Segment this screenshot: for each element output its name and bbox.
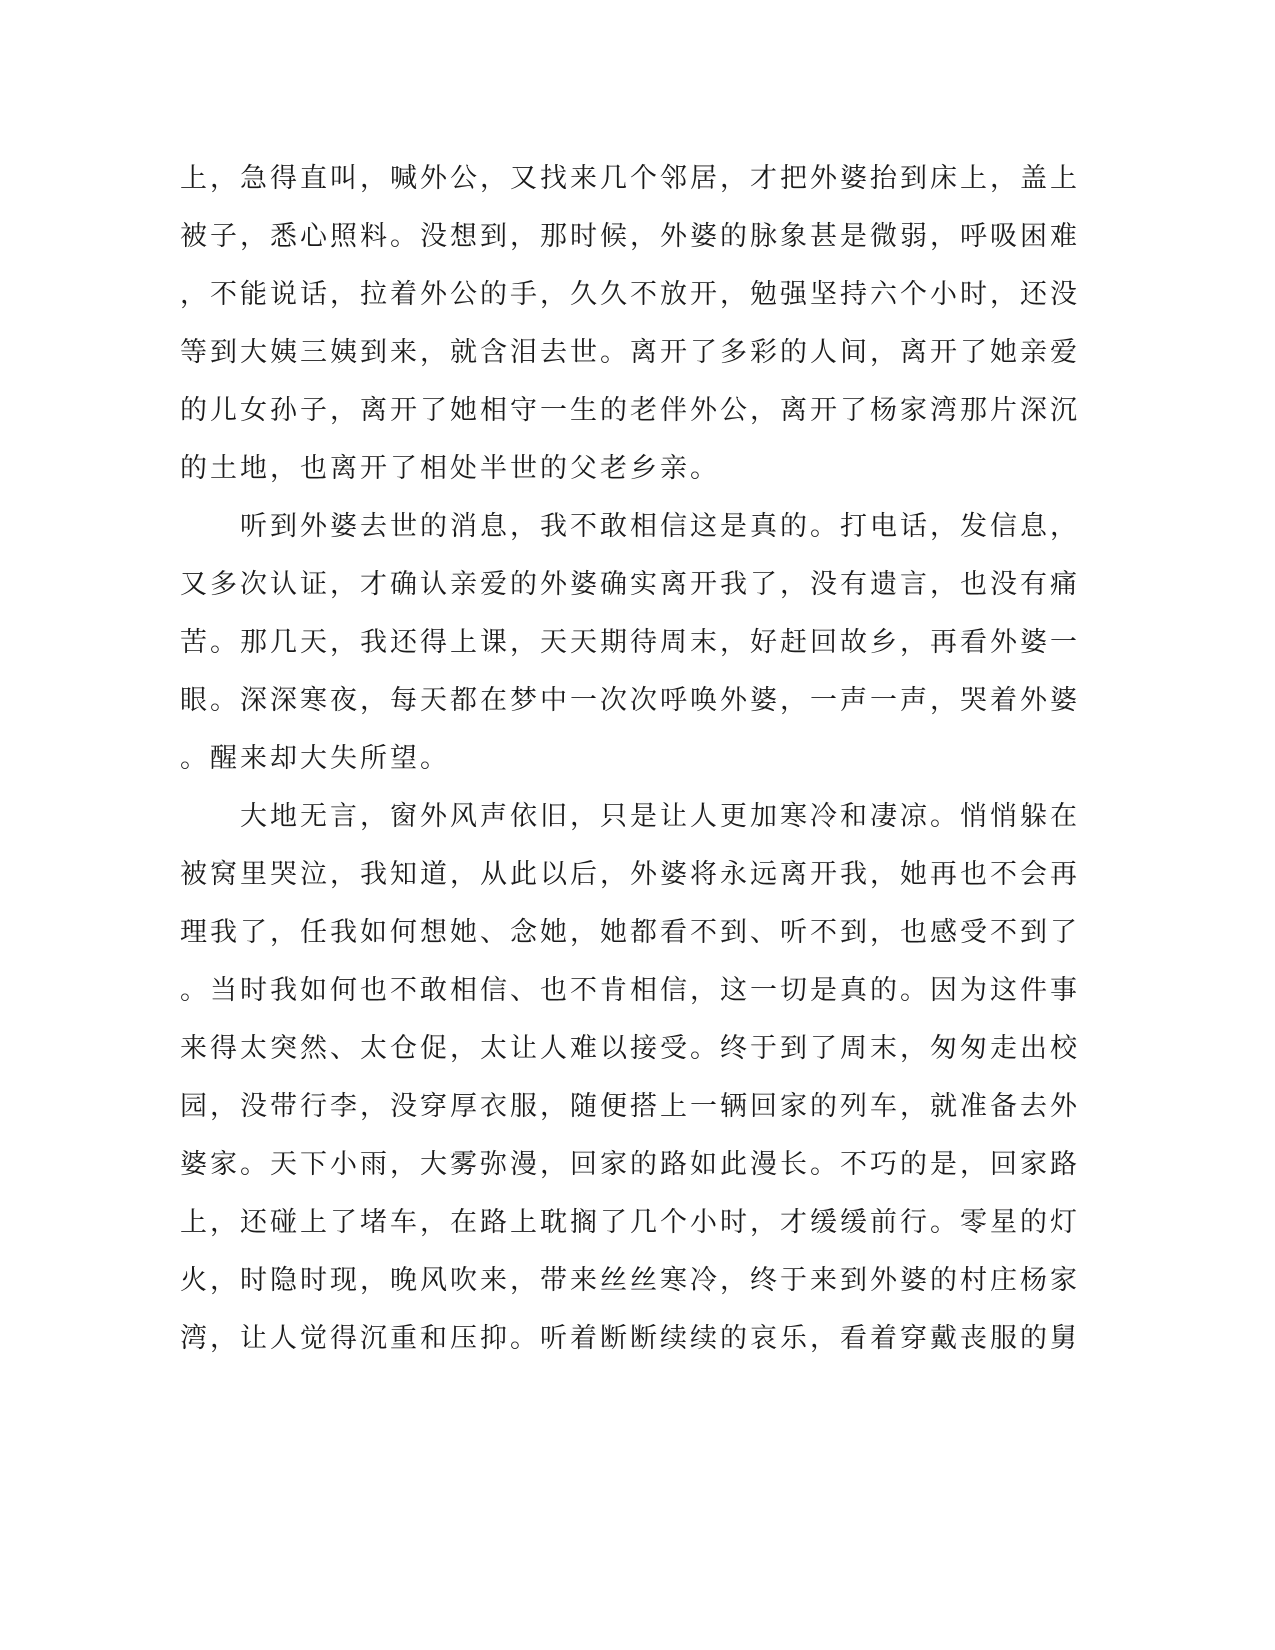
text-line: 。当时我如何也不敢相信、也不肯相信，这一切是真的。因为这件事 bbox=[180, 975, 1080, 1006]
text-line: 上，急得直叫，喊外公，又找来几个邻居，才把外婆抬到床上，盖上 bbox=[180, 163, 1080, 194]
text-line: 的儿女孙子，离开了她相守一生的老伴外公，离开了杨家湾那片深沉 bbox=[180, 395, 1080, 426]
body-text bbox=[180, 150, 1080, 1368]
text-line: 上，还碰上了堵车，在路上耽搁了几个小时，才缓缓前行。零星的灯 bbox=[180, 1207, 1080, 1238]
text-line: 的土地，也离开了相处半世的父老乡亲。 bbox=[180, 453, 720, 484]
text-line: ，不能说话，拉着外公的手，久久不放开，勉强坚持六个小时，还没 bbox=[180, 279, 1080, 310]
text-line: 听到外婆去世的消息，我不敢相信这是真的。打电话，发信息， bbox=[180, 511, 1080, 542]
text-line: 等到大姨三姨到来，就含泪去世。离开了多彩的人间，离开了她亲爱 bbox=[180, 337, 1080, 368]
text-line: 又多次认证，才确认亲爱的外婆确实离开我了，没有遗言，也没有痛 bbox=[180, 569, 1080, 600]
text-line: 大地无言，窗外风声依旧，只是让人更加寒冷和凄凉。悄悄躲在 bbox=[180, 801, 1080, 832]
text-line: 婆家。天下小雨，大雾弥漫，回家的路如此漫长。不巧的是，回家路 bbox=[180, 1149, 1080, 1180]
text-line: 园，没带行李，没穿厚衣服，随便搭上一辆回家的列车，就准备去外 bbox=[180, 1091, 1080, 1122]
text-line: 来得太突然、太仓促，太让人难以接受。终于到了周末，匆匆走出校 bbox=[180, 1033, 1080, 1064]
text-line: 。醒来却大失所望。 bbox=[180, 743, 450, 774]
text-line: 湾，让人觉得沉重和压抑。听着断断续续的哀乐，看着穿戴丧服的舅 bbox=[180, 1323, 1080, 1354]
text-line: 被子，悉心照料。没想到，那时候，外婆的脉象甚是微弱，呼吸困难 bbox=[180, 221, 1080, 252]
text-line: 火，时隐时现，晚风吹来，带来丝丝寒冷，终于来到外婆的村庄杨家 bbox=[180, 1265, 1080, 1296]
text-line: 眼。深深寒夜，每天都在梦中一次次呼唤外婆，一声一声，哭着外婆 bbox=[180, 685, 1080, 716]
text-line: 苦。那几天，我还得上课，天天期待周末，好赶回故乡，再看外婆一 bbox=[180, 627, 1080, 658]
text-line: 被窝里哭泣，我知道，从此以后，外婆将永远离开我，她再也不会再 bbox=[180, 859, 1080, 890]
text-line: 理我了，任我如何想她、念她，她都看不到、听不到，也感受不到了 bbox=[180, 917, 1080, 948]
